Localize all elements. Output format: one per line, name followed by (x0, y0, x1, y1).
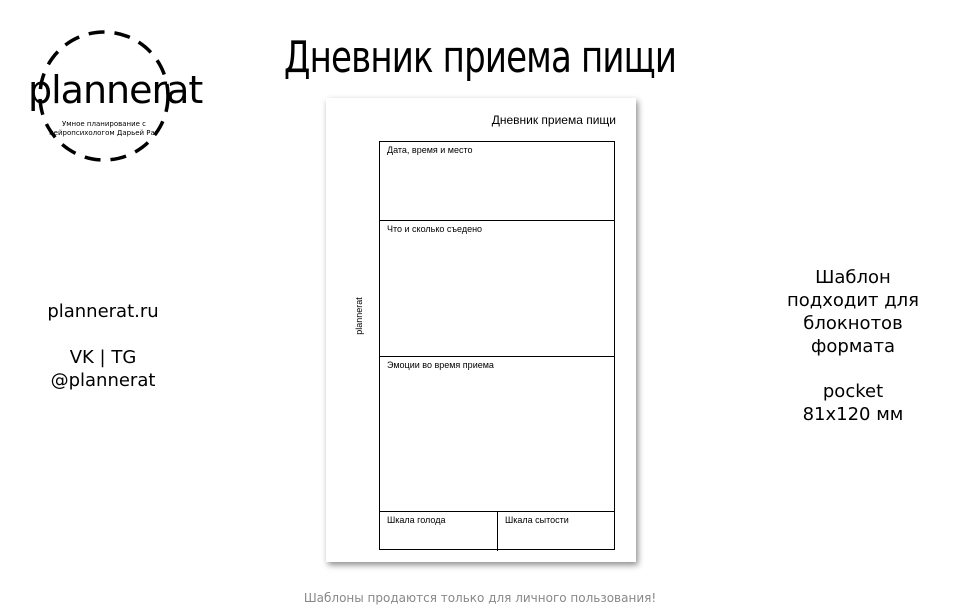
template-line-4: формата (811, 336, 895, 357)
page-title: Дневник приема пищи (283, 32, 677, 83)
sheet-title: Дневник приема пищи (491, 113, 616, 127)
website-text: plannerat.ru (47, 301, 159, 322)
satiety-scale-cell (498, 512, 614, 551)
section-food (380, 221, 614, 357)
scale-label: Шкала сытости (505, 515, 569, 525)
template-line-3: блокнотов (803, 313, 903, 334)
section-emotions (380, 357, 614, 512)
handle-text: @plannerat (50, 370, 156, 391)
logo-wordmark: plannerat (28, 68, 203, 112)
logo-tagline: Умное планирование с нейропсихологом Дарьей Рат (49, 120, 159, 137)
format-size: 81х120 мм (802, 404, 904, 425)
template-line-2: подходит для (786, 290, 920, 311)
footer-notice: Шаблоны продаются только для личного пользования! (303, 591, 657, 605)
sheet-grid (379, 141, 615, 550)
section-label: Дата, время и место (387, 145, 473, 155)
scale-label: Шкала голода (387, 515, 446, 525)
section-date (380, 142, 614, 221)
scales-row (380, 512, 614, 551)
planner-sheet (326, 98, 636, 562)
template-line-1: Шаблон (815, 267, 891, 288)
format-name: pocket (822, 381, 884, 402)
section-label: Эмоции во время приема (387, 360, 494, 370)
socials-text: VK | TG (69, 347, 137, 368)
hunger-scale-cell (380, 512, 498, 551)
section-label: Что и сколько съедено (387, 224, 483, 234)
sheet-side-label: plannerat (353, 297, 364, 335)
